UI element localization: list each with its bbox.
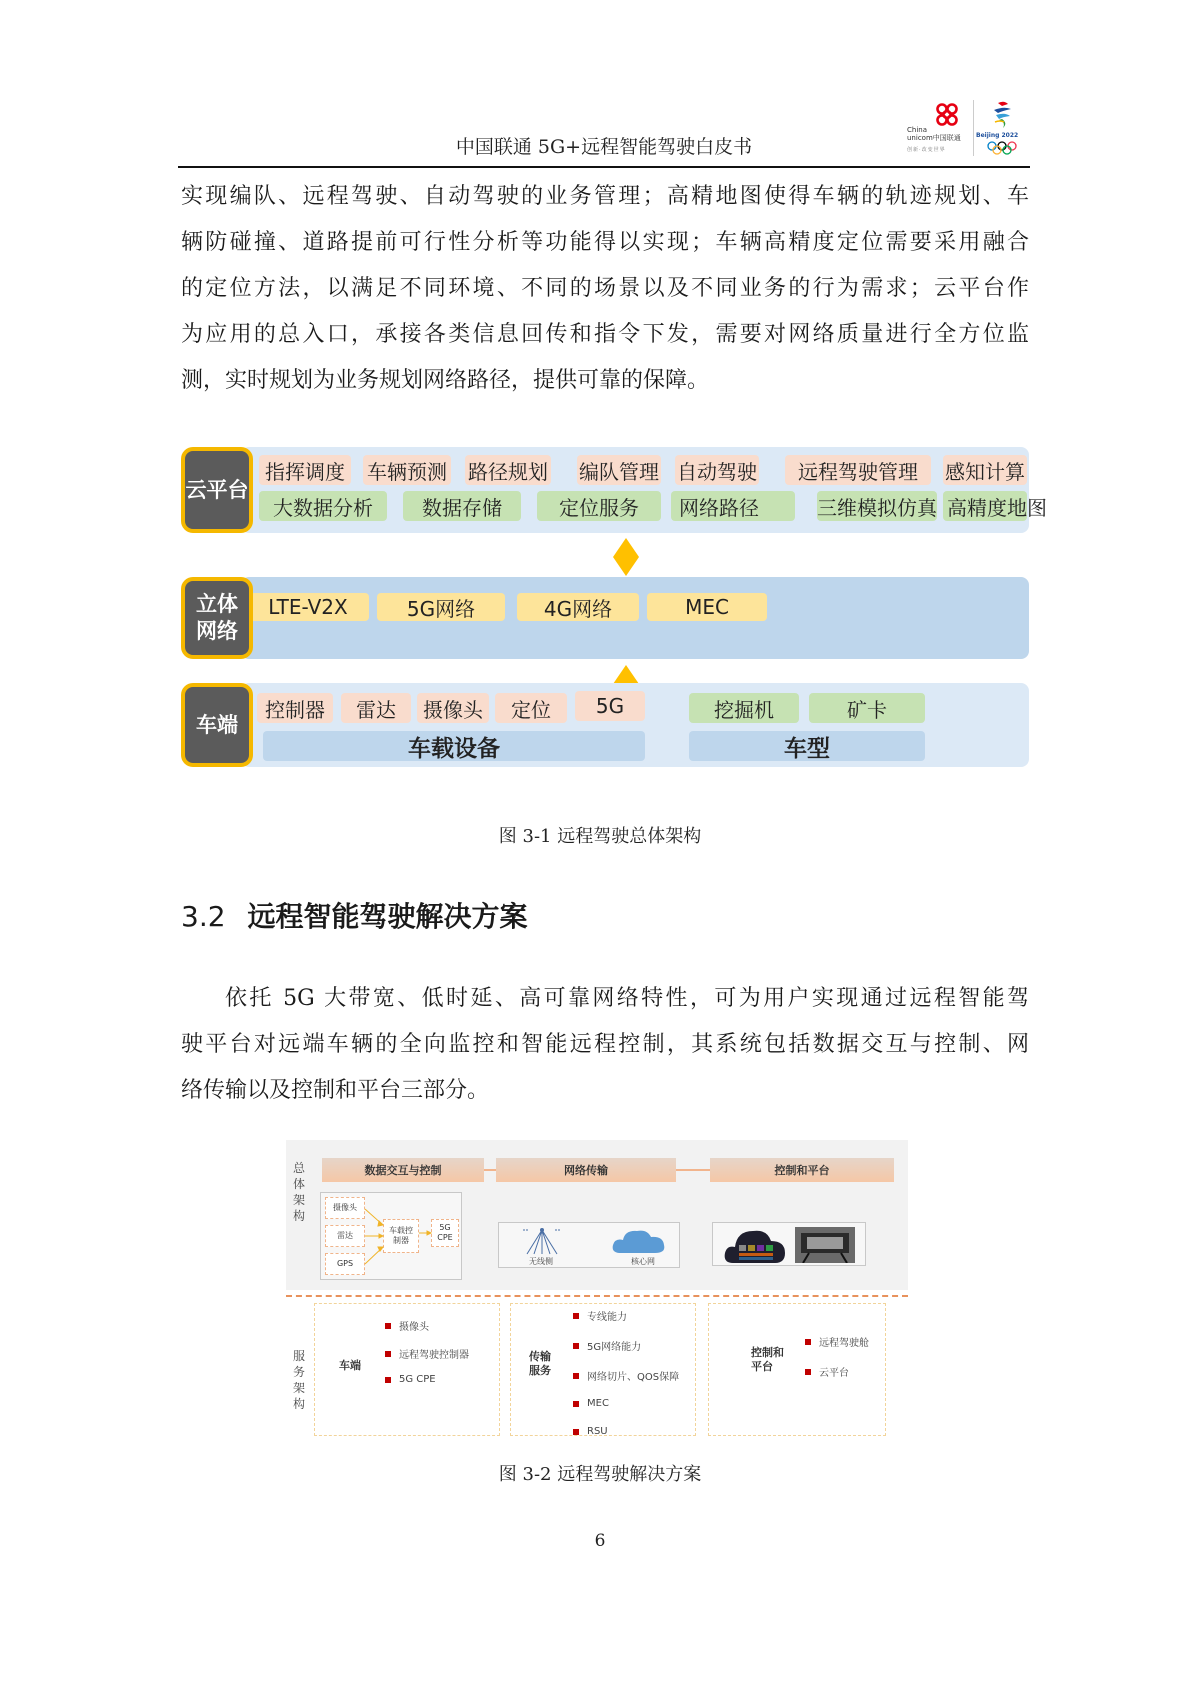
input-gps: GPS — [325, 1253, 365, 1275]
network-tier — [181, 577, 1029, 659]
figure-3-2-caption: 图 3-2 远程驾驶解决方案 — [498, 1464, 702, 1485]
figure-3-1-caption: 图 3-1 远程驾驶总体架构 — [498, 826, 702, 847]
network-chip: LTE-V2X — [247, 593, 369, 621]
vehicle-tier — [181, 683, 1029, 767]
bullet-icon — [573, 1401, 579, 1407]
vehicle-device-group: 车载设备 — [263, 731, 645, 761]
vehicle-type-group: 车型 — [689, 731, 925, 761]
section-number: 3.2 — [181, 900, 226, 933]
phase-data-interaction: 数据交互与控制 — [322, 1158, 484, 1182]
network-label: 立体 网络 — [181, 577, 253, 659]
service-item: 远程驾驶舱 — [805, 1334, 869, 1349]
cloud-app-chip: 感知计算 — [943, 455, 1027, 485]
cloud-platform-label: 云平台 — [181, 447, 253, 533]
document-title: 中国联通 5G+远程智能驾驶白皮书 — [455, 136, 753, 158]
flow-arrows-icon — [321, 1193, 463, 1281]
network-chip: MEC — [647, 593, 767, 621]
bullet-icon — [573, 1429, 579, 1435]
radio-tower-icon — [519, 1226, 565, 1256]
vehicle-type-chip: 矿卡 — [809, 693, 925, 723]
cloud-service-chip: 高精度地图 — [943, 491, 1027, 521]
architecture-divider — [286, 1295, 908, 1297]
vehicle-controller: 车载控制器 — [383, 1219, 419, 1253]
bullet-icon — [805, 1339, 811, 1345]
cloud-app-chip: 指挥调度 — [259, 455, 351, 485]
network-chip: 4G网络 — [517, 593, 639, 621]
page-number: 6 — [594, 1531, 606, 1551]
cloud-platform-image-icon — [723, 1225, 787, 1265]
service-box-transmission — [510, 1303, 696, 1436]
vehicle-device-chip: 5G — [575, 691, 645, 721]
unicom-logo-text-2: unicom中国联通 — [907, 134, 961, 142]
service-item: 5G网络能力 — [573, 1338, 641, 1353]
beijing-2022-emblem-icon — [990, 100, 1014, 130]
cloud-app-chip: 远程驾驶管理 — [785, 455, 931, 485]
page-header — [178, 90, 1030, 170]
service-box-vehicle — [314, 1303, 500, 1436]
paragraph-line: 驶平台对远端车辆的全向监控和智能远程控制，其系统包括数据交互与控制、网 — [181, 1032, 1029, 1057]
service-title: 控制和平台 — [751, 1346, 784, 1373]
cloud-service-chip: 数据存储 — [403, 491, 521, 521]
figure-3-1-architecture-diagram — [181, 445, 1047, 770]
service-box-control-platform — [708, 1303, 886, 1436]
paragraph-line: 的定位方法，以满足不同环境、不同的场景以及不同业务的行为需求；云平台作 — [181, 276, 1029, 301]
network-images-panel — [498, 1222, 680, 1268]
overall-architecture-label: 总 体 架 构 — [292, 1161, 305, 1223]
vehicle-device-chip: 摄像头 — [417, 693, 489, 723]
solution-paragraph — [181, 976, 1029, 1114]
header-divider — [178, 166, 1030, 168]
bullet-icon — [573, 1373, 579, 1379]
service-item: 专线能力 — [573, 1308, 627, 1323]
paragraph-line: 辆防碰撞、道路提前可行性分析等功能得以实现；车辆高精度定位需要采用融合 — [181, 230, 1029, 255]
core-network-cloud-icon — [611, 1227, 667, 1255]
service-item: 网络切片、QOS保障 — [573, 1368, 679, 1383]
network-chip: 5G网络 — [377, 593, 505, 621]
paragraph-line: 测，实时规划为业务规划网络路径，提供可靠的保障。 — [181, 368, 710, 393]
vehicle-device-chip: 雷达 — [341, 693, 411, 723]
paragraph-line: 依托 5G 大带宽、低时延、高可靠网络特性，可为用户实现通过远程智能驾 — [225, 986, 1029, 1011]
vehicle-device-chip: 定位 — [495, 693, 567, 723]
section-heading — [181, 895, 528, 935]
vehicle-device-chip: 控制器 — [257, 693, 333, 723]
cloud-service-chip: 三维模拟仿真 — [817, 491, 937, 521]
intro-paragraph — [181, 174, 1029, 404]
service-title: 车端 — [339, 1359, 361, 1372]
service-item: 远程驾驶控制器 — [385, 1346, 469, 1361]
beijing-2022-text: Beijing 2022 — [976, 132, 1019, 139]
input-radar: 雷达 — [325, 1225, 365, 1247]
service-architecture-label: 服 务 架 构 — [292, 1349, 305, 1411]
paragraph-line: 为应用的总入口，承接各类信息回传和指令下发，需要对网络质量进行全方位监 — [181, 322, 1029, 347]
cloud-app-chip: 自动驾驶 — [675, 455, 759, 485]
unicom-tagline: 创新·改变世界 — [907, 147, 946, 153]
service-item: RSU — [573, 1426, 608, 1437]
cloud-app-chip: 路径规划 — [465, 455, 551, 485]
cloud-service-chip: 网络路径 — [671, 491, 795, 521]
core-network-label: 核心网 — [631, 1257, 655, 1266]
service-item: 云平台 — [805, 1364, 849, 1379]
service-item: 摄像头 — [385, 1318, 429, 1333]
service-item: 5G CPE — [385, 1374, 436, 1385]
cloud-app-chip: 编队管理 — [577, 455, 661, 485]
service-title: 传输服务 — [529, 1350, 551, 1377]
service-item: MEC — [573, 1398, 609, 1409]
bullet-icon — [385, 1351, 391, 1357]
5g-cpe: 5G CPE — [431, 1219, 459, 1247]
remote-cockpit-image-icon — [795, 1227, 855, 1263]
phase-control-platform: 控制和平台 — [710, 1158, 894, 1182]
data-flow-panel — [320, 1192, 462, 1280]
beijing-2022-logo — [974, 94, 1030, 160]
paragraph-line: 实现编队、远程驾驶、自动驾驶的业务管理；高精地图使得车辆的轨迹规划、车 — [181, 184, 1029, 209]
bullet-icon — [385, 1323, 391, 1329]
header-logos — [905, 94, 1030, 160]
olympic-rings-icon — [986, 141, 1018, 155]
phase-network-transmission: 网络传输 — [496, 1158, 676, 1182]
bullet-icon — [573, 1343, 579, 1349]
radio-side-label: 无线侧 — [529, 1257, 553, 1266]
cloud-app-chip: 车辆预测 — [363, 455, 451, 485]
vehicle-type-chip: 挖掘机 — [689, 693, 799, 723]
paragraph-line: 络传输以及控制和平台三部分。 — [181, 1078, 490, 1103]
control-images-panel — [712, 1222, 866, 1266]
input-camera: 摄像头 — [325, 1197, 365, 1219]
cloud-service-chip: 大数据分析 — [259, 491, 387, 521]
unicom-logo-text-1: China — [907, 126, 927, 134]
china-unicom-logo — [905, 94, 973, 160]
vehicle-label: 车端 — [181, 683, 253, 767]
bullet-icon — [573, 1313, 579, 1319]
connector-diamond-icon — [613, 538, 639, 576]
cloud-platform-tier — [181, 447, 1047, 533]
bullet-icon — [805, 1369, 811, 1375]
unicom-knot-icon — [933, 102, 961, 128]
figure-3-2-solution-diagram — [284, 1140, 914, 1445]
cloud-service-chip: 定位服务 — [537, 491, 661, 521]
section-title: 远程智能驾驶解决方案 — [247, 900, 528, 933]
bullet-icon — [385, 1377, 391, 1383]
